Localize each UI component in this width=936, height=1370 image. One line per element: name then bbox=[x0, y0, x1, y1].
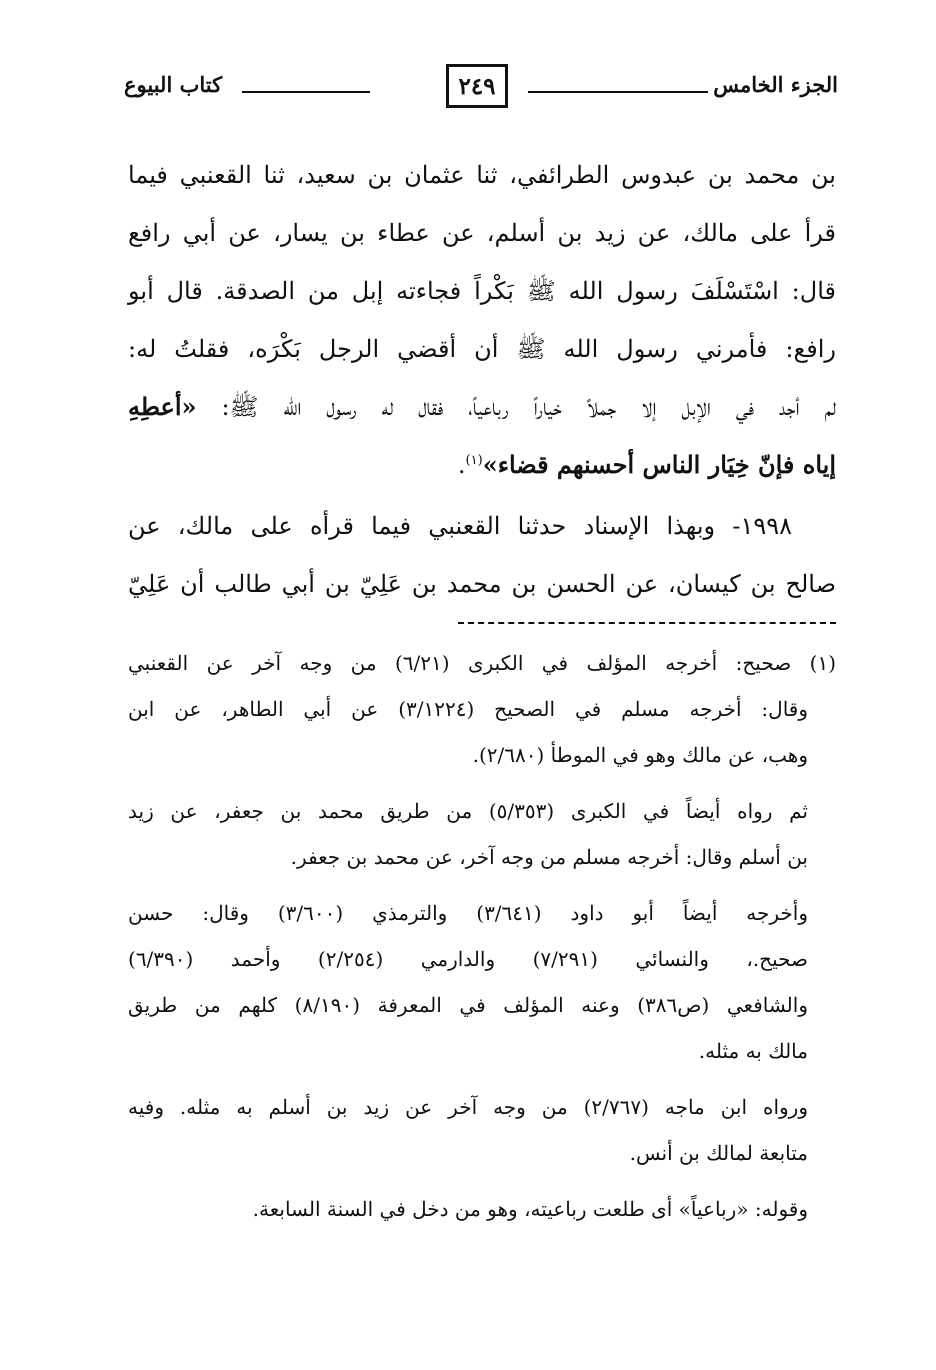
footnote-line: وأخرجه أيضاً أبو داود (٣/٦٤١) والترمذي (٣/٦٠٠) وقال: حسن bbox=[128, 901, 808, 925]
page-number: ٢٤٩ bbox=[446, 64, 508, 108]
footnote-line: وقال: أخرجه مسلم في الصحيح (٣/١٢٢٤) عن أبي الطاهر، عن ابن bbox=[128, 697, 809, 721]
volume-title: الجزء الخامس bbox=[713, 72, 838, 97]
header-rule-left bbox=[242, 91, 370, 93]
footnote-paragraph bbox=[128, 1084, 836, 1176]
text-line: رافع: فأمرني رسول الله ﷺ أن أقضي الرجل بَكْرَه، فقلتُ له: bbox=[128, 335, 836, 363]
footnote-paragraph bbox=[128, 788, 836, 880]
running-header bbox=[120, 62, 838, 118]
text-line-last bbox=[128, 436, 836, 494]
footnote-line: مالك به مثله. bbox=[698, 1039, 808, 1063]
prophetic-quote: إياه فإنّ خِيَار الناس أحسنهم قضاء» bbox=[482, 450, 836, 479]
book-title: كتاب البيوع bbox=[124, 72, 223, 97]
footnote-line: صحيح.، والنسائي (٧/٢٩١) والدارمي (٢/٢٥٤) وأحمد (٦/٣٩٠) bbox=[128, 947, 809, 971]
footnote-line: والشافعي (ص٣٨٦) وعنه المؤلف في المعرفة (٨/١٩٠) كلهم من طريق bbox=[128, 993, 808, 1017]
text-line-with-quote bbox=[128, 378, 836, 436]
footnote-paragraph bbox=[128, 640, 836, 778]
hadith-1998-line-2: صالح بن كيسان، عن الحسن بن محمد بن عَلِيّ بن أبي طالب أن عَلِيّ bbox=[128, 570, 836, 598]
footnote-paragraph bbox=[128, 1186, 836, 1232]
footnote-line: وقوله: «رباعياً» أى طلعت رباعيته، وهو من دخل في السنة السابعة. bbox=[252, 1197, 808, 1221]
hadith-1998 bbox=[128, 497, 836, 613]
quote-start: «أعطِهِ bbox=[128, 392, 197, 421]
footnote-separator bbox=[458, 622, 836, 624]
header-rule-right bbox=[528, 91, 708, 93]
line-end: . bbox=[457, 451, 466, 479]
footnote-line: (١) صحيح: أخرجه المؤلف في الكبرى (٦/٢١) من وجه آخر عن القعنبي bbox=[128, 651, 836, 675]
hadith-1998-line-1: ١٩٩٨- وبهذا الإسناد حدثنا القعنبي فيما قرأه على مالك، عن bbox=[128, 512, 792, 540]
footnote-line: وهب، عن مالك وهو في الموطأ (٢/٦٨٠). bbox=[472, 743, 808, 767]
footnote-line: متابعة لمالك بن أنس. bbox=[629, 1141, 808, 1165]
text-line: قال: اسْتَسْلَفَ رسول الله ﷺ بَكْراً فجاءته إبل من الصدقة. قال أبو bbox=[128, 277, 836, 305]
text-line: بن محمد بن عبدوس الطرائفي، ثنا عثمان بن سعيد، ثنا القعنبي فيما bbox=[128, 161, 836, 189]
text-line: لم أجد في الإبل إلا جملاً خياراً رباعياً، فقال له رسول الله ﷺ: bbox=[221, 393, 836, 421]
footnote-marker: (١) bbox=[465, 453, 483, 468]
footnotes bbox=[128, 640, 836, 1242]
footnote-line: بن أسلم وقال: أخرجه مسلم من وجه آخر، عن محمد بن جعفر. bbox=[290, 845, 808, 869]
footnote-line: ورواه ابن ماجه (٢/٧٦٧) من وجه آخر عن زيد بن أسلم به مثله. وفيه bbox=[128, 1095, 808, 1119]
text-line: قرأ على مالك، عن زيد بن أسلم، عن عطاء بن يسار، عن أبي رافع bbox=[128, 219, 836, 247]
main-text bbox=[128, 146, 836, 494]
footnote-paragraph bbox=[128, 890, 836, 1074]
footnote-line: ثم رواه أيضاً في الكبرى (٥/٣٥٣) من طريق محمد بن جعفر، عن زيد bbox=[128, 799, 808, 823]
